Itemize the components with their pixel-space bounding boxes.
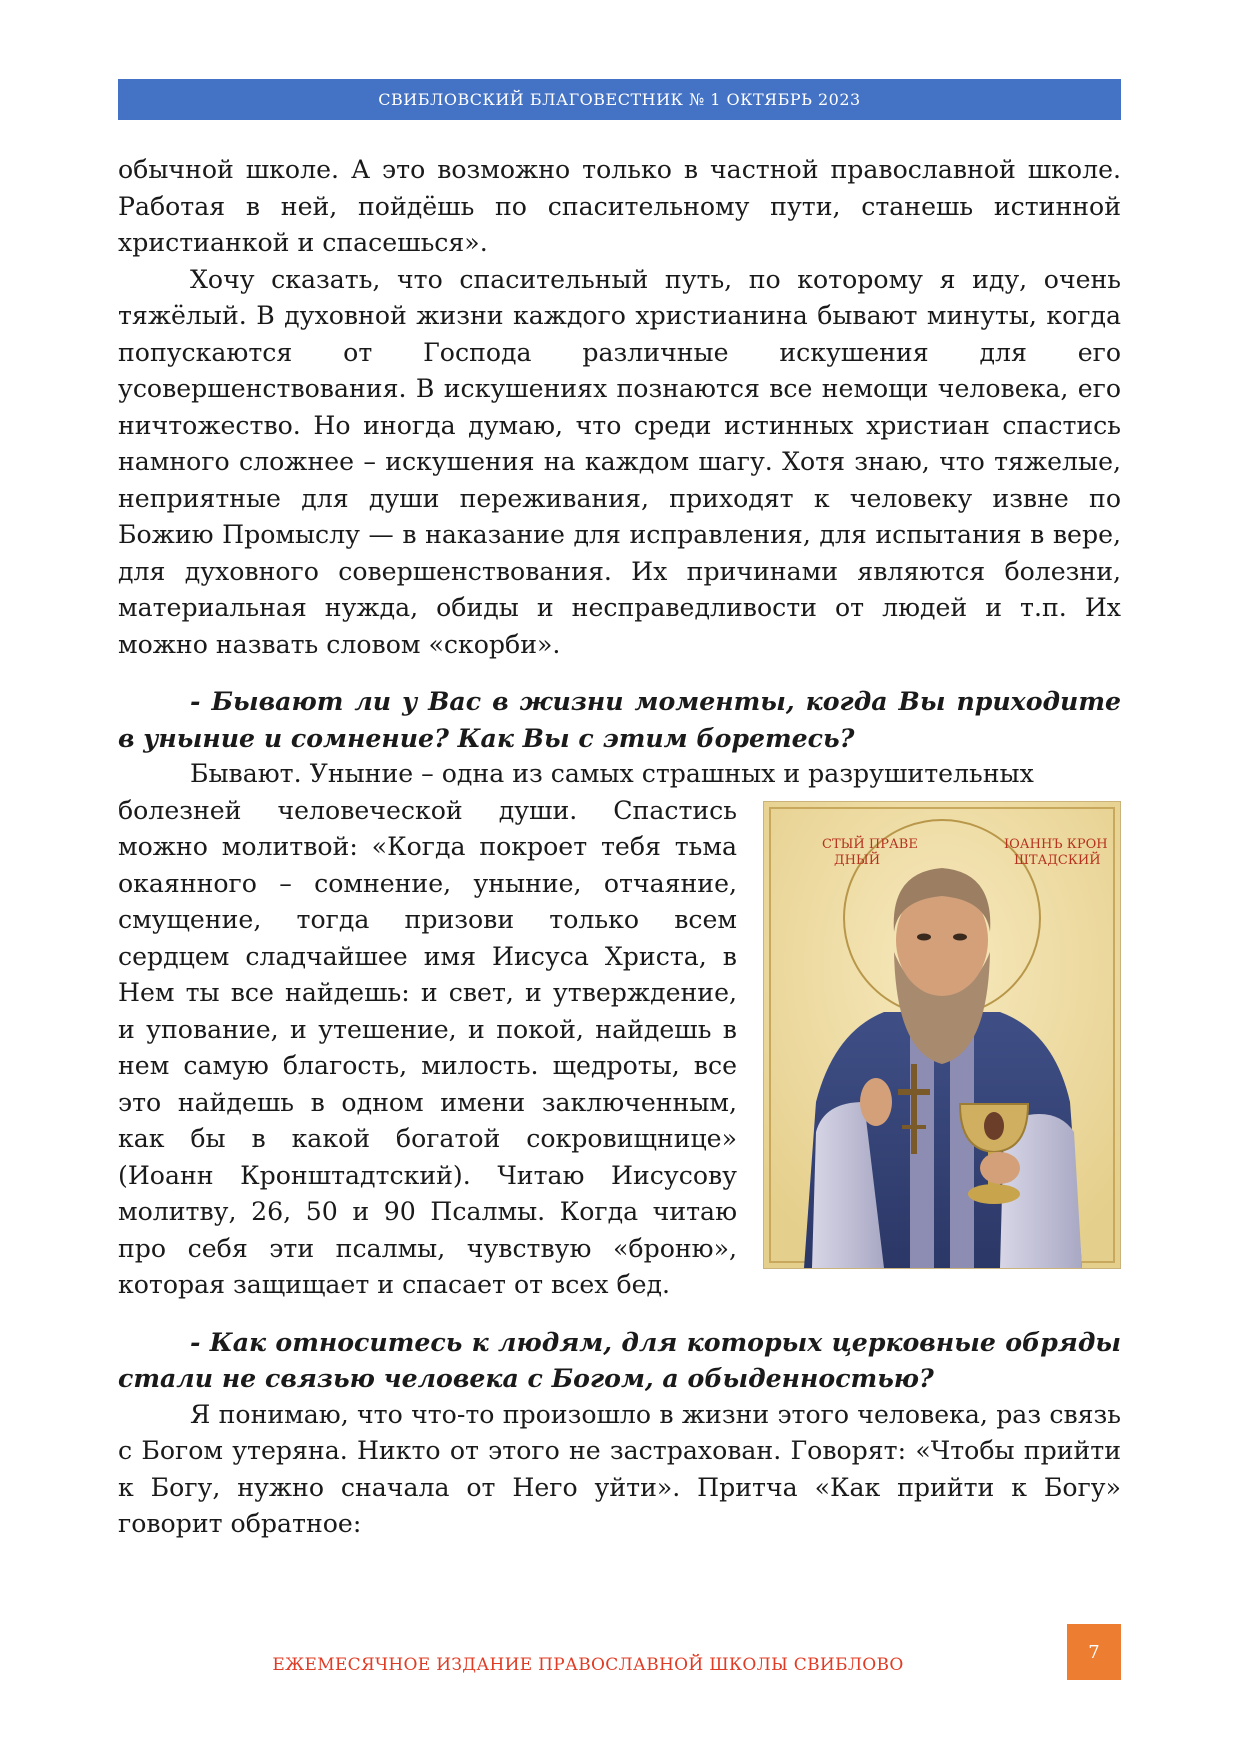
answer-paragraph: Я понимаю, что что-то произошло в жизни этого человека, раз связь с Богом утеряна. Никто от этого не застрахован. Говорят: «Чтобы прийти к Богу, нужно сначала от Него уйти». Притча «Как прийти к Богу» говорит обратное: xyxy=(118,1399,1121,1538)
answer-first-line: Бывают. Уныние – одна из самых страшных и разрушительных xyxy=(190,759,1034,788)
saint-icon-image xyxy=(763,801,1121,1269)
answer-paragraph: болезней человеческой души. Спастись можно молитвой: «Когда покроет тебя тьма окаянного – сомнение, уныние, отчаяние, смущение, тогда призови только всем сердцем сладчайшее имя Иисуса Христа, в Нем ты все найдешь: и свет, и утверждение, и упование, и утешение, и покой, найдешь в нем самую благость, милость. щедроты, все это найдешь в одном имени заключенным, как бы в какой богатой сокровищнице» (Иоанн Кронштадтский). Читаю Иисусову молитву, 26, 50 и 90 Псалмы. Когда читаю про себя эти псалмы, чувствую «броню», которая защищает и спасает от всех бед. xyxy=(118,795,737,1299)
svg-text:ШТАДСКИЙ: ШТАДСКИЙ xyxy=(1014,852,1101,868)
article-body xyxy=(118,152,1121,1543)
interview-question: - Бывают ли у Вас в жизни моменты, когда Вы приходите в уныние и сомнение? Как Вы с этим боретесь? xyxy=(118,686,1121,753)
header-bar xyxy=(118,79,1121,120)
svg-text:ДНЫЙ: ДНЫЙ xyxy=(834,852,881,868)
header-title: СВИБЛОВСКИЙ БЛАГОВЕСТНИК № 1 ОКТЯБРЬ 2023 xyxy=(378,90,861,109)
interview-question: - Как относитесь к людям, для которых церковные обряды стали не связью человека с Богом, а обыденностью? xyxy=(118,1326,1121,1393)
page-number: 7 xyxy=(1067,1624,1121,1680)
svg-text:СТЫЙ ПРАВЕ: СТЫЙ ПРАВЕ xyxy=(822,836,918,852)
footer-publication: ЕЖЕМЕСЯЧНОЕ ИЗДАНИЕ ПРАВОСЛАВНОЙ ШКОЛЫ СВИБЛОВО xyxy=(272,1655,904,1675)
article-paragraph: Хочу сказать, что спасительный путь, по которому я иду, очень тяжёлый. В духовной жизни каждого христианина бывают минуты, когда попускаются от Господа различные искушения для его усовершенствования. В искушениях познаются все немощи человека, его ничтожество. Но иногда думаю, что среди истинных христиан спастись намного сложнее – искушения на каждом шагу. Хотя знаю, что тяжелые, неприятные для души переживания, приходят к человеку извне по Божию Промыслу — в наказание для исправления, для испытания в вере, для духовного совершенствования. Их причинами являются болезни, материальная нужда, обиды и несправедливости от людей и т.п. Их можно назвать словом «скорби». xyxy=(118,264,1121,659)
saint-icon-illustration xyxy=(764,802,1120,1268)
answer-with-figure xyxy=(118,793,1121,1304)
article-paragraph: обычной школе. А это возможно только в частной православной школе. Работая в ней, пойдёшь по спасительному пути, станешь истинной христианкой и спасешься». xyxy=(118,155,1121,257)
svg-text:ІОАННЪ КРОН: ІОАННЪ КРОН xyxy=(1004,836,1108,852)
